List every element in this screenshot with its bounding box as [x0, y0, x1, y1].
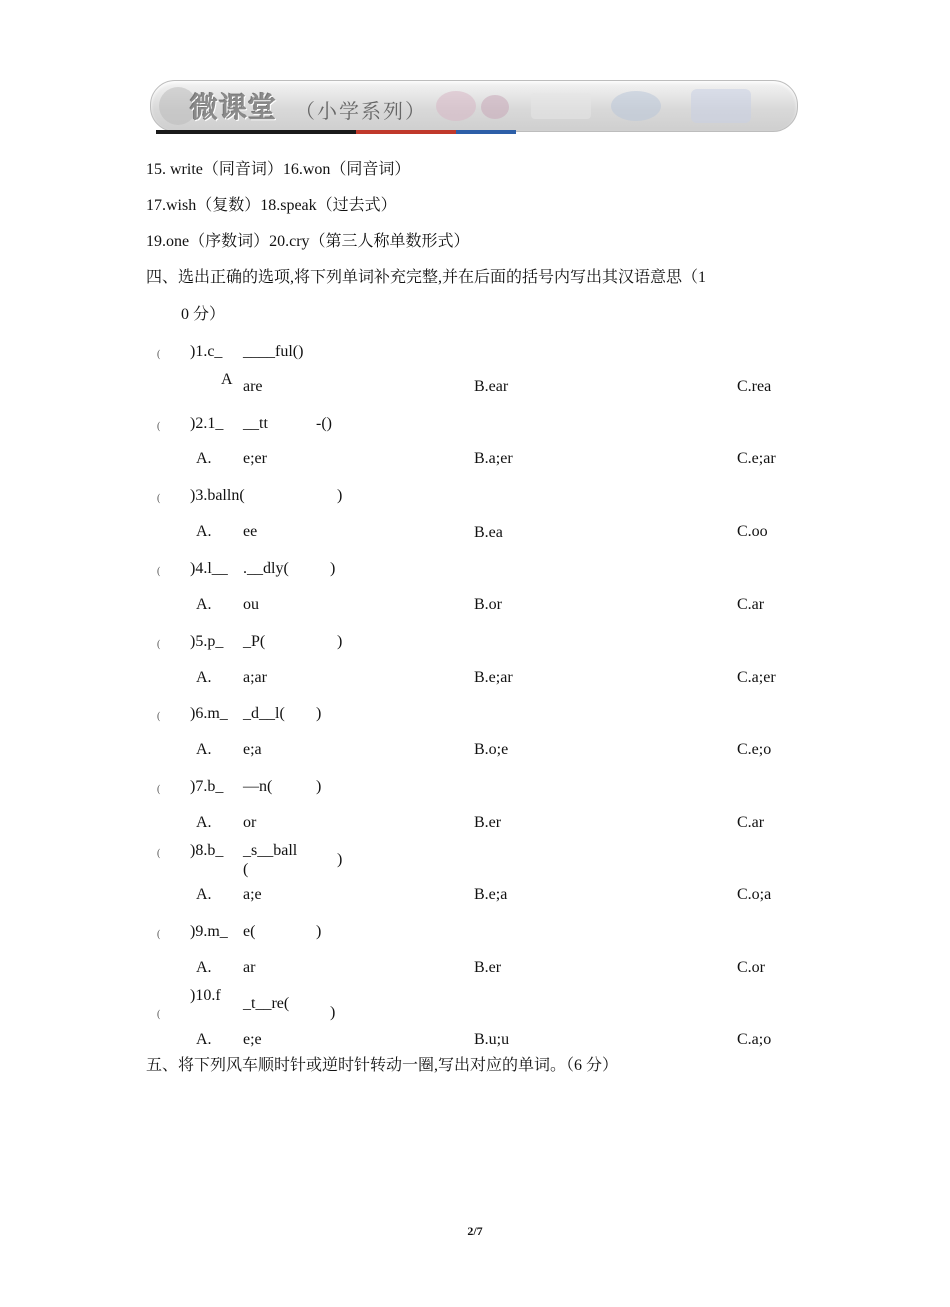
option-b: B.u;u: [474, 1031, 510, 1048]
option-b: B.ea: [474, 524, 503, 541]
option-a-label: A.: [196, 523, 212, 540]
option-a: or: [243, 814, 257, 831]
option-a: e;er: [243, 450, 267, 467]
question-number: )1.c_: [190, 343, 223, 360]
answer-bracket: (: [157, 639, 161, 650]
section-5-title: 五、将下列风车顺时针或逆时针转动一圈,写出对应的单词。（6 分）: [146, 1057, 619, 1074]
option-c: C.rea: [737, 378, 772, 395]
question-stem: —n(: [243, 778, 273, 795]
option-b: B.er: [474, 959, 502, 976]
header-underline: [156, 130, 356, 134]
header-underline-accent-blue: [456, 130, 516, 134]
option-b: B.e;ar: [474, 669, 513, 686]
option-a: e;a: [243, 741, 262, 758]
option-b: B.a;er: [474, 450, 513, 467]
option-a: a;e: [243, 886, 262, 903]
option-c: C.a;er: [737, 669, 776, 686]
option-c: C.e;ar: [737, 450, 776, 467]
page-number: 2/7: [467, 1224, 483, 1238]
answer-bracket: (: [157, 566, 161, 577]
question-stem-cont: (: [243, 861, 249, 878]
option-b: B.ear: [474, 378, 509, 395]
question-tail: ): [316, 923, 322, 940]
question-stem: _d__l(: [243, 705, 285, 722]
question-number: )10.f: [190, 987, 221, 1004]
option-a: are: [243, 378, 263, 395]
question-tail: ): [337, 487, 343, 504]
option-c: C.or: [737, 959, 765, 976]
option-c: C.e;o: [737, 741, 772, 758]
option-a-label: A.: [196, 959, 212, 976]
answer-bracket: (: [157, 711, 161, 722]
question-tail: ): [337, 633, 343, 650]
question-stem: ____ful(): [243, 343, 304, 360]
option-a: a;ar: [243, 669, 267, 686]
option-a-label: A.: [196, 741, 212, 758]
answer-bracket: (: [157, 421, 161, 432]
question-stem: _s__ball: [243, 842, 298, 859]
option-c: C.ar: [737, 814, 765, 831]
answer-bracket: (: [157, 349, 161, 360]
header-underline-accent: [356, 130, 456, 134]
question-number: )5.p_: [190, 633, 224, 650]
option-a: ar: [243, 959, 256, 976]
option-b: B.or: [474, 596, 502, 613]
answer-bracket: (: [157, 784, 161, 795]
option-c: C.ar: [737, 596, 765, 613]
section-4-title-cont: 0 分）: [181, 306, 226, 323]
option-b: B.er: [474, 814, 502, 831]
question-number: )6.m_: [190, 705, 228, 722]
option-a-label: A.: [196, 596, 212, 613]
question-stem: __tt: [243, 415, 268, 432]
header-logo: 微课堂: [190, 91, 278, 124]
line-19-20: 19.one（序数词）20.cry（第三人称单数形式）: [146, 233, 470, 250]
line-15-16: 15. write（同音词）16.won（同音词）: [146, 161, 411, 178]
option-c: C.o;a: [737, 886, 772, 903]
option-a: e;e: [243, 1031, 262, 1048]
option-a-label: A.: [196, 1031, 212, 1048]
question-stem: e(: [243, 923, 256, 940]
question-number: )2.1_: [190, 415, 224, 432]
answer-bracket: (: [157, 1009, 161, 1020]
option-a: ou: [243, 596, 259, 613]
question-stem: _t__re(: [243, 995, 290, 1012]
question-tail: ): [316, 705, 322, 722]
question-stem: .__dly(: [243, 560, 289, 577]
question-tail: ): [330, 560, 336, 577]
header-subtitle: （小学系列）: [295, 99, 427, 123]
question-tail: ): [316, 778, 322, 795]
question-number: )7.b_: [190, 778, 224, 795]
option-c: C.oo: [737, 523, 768, 540]
option-a-label: A.: [196, 814, 212, 831]
option-a: ee: [243, 523, 258, 540]
option-a-label: A.: [196, 669, 212, 686]
question-tail: -(): [316, 415, 332, 432]
question-number: )3.balln(: [190, 487, 245, 504]
question-number: )8.b_: [190, 842, 224, 859]
option-b: B.o;e: [474, 741, 509, 758]
option-a-label: A.: [196, 450, 212, 467]
question-stem: _P(: [243, 633, 266, 650]
question-tail: ): [330, 1004, 336, 1021]
line-17-18: 17.wish（复数）18.speak（过去式）: [146, 197, 397, 214]
option-a-label: A.: [196, 886, 212, 903]
answer-bracket: (: [157, 848, 161, 859]
section-4-title: 四、选出正确的选项,将下列单词补充完整,并在后面的括号内写出其汉语意思（1: [146, 269, 707, 286]
question-number: )4.l__: [190, 560, 228, 577]
answer-bracket: (: [157, 493, 161, 504]
question-number: )9.m_: [190, 923, 228, 940]
answer-bracket: (: [157, 929, 161, 940]
option-c: C.a;o: [737, 1031, 772, 1048]
option-a-label: A: [221, 371, 233, 388]
option-b: B.e;a: [474, 886, 508, 903]
question-tail: ): [337, 851, 343, 868]
